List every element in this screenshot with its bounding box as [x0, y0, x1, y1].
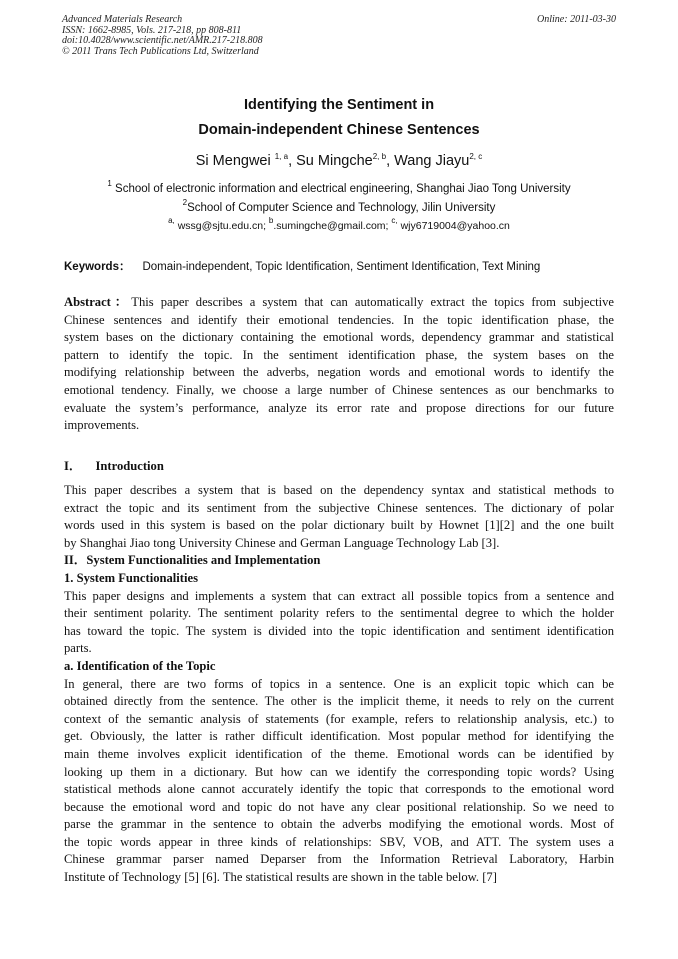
body-line: get. Obviously, the latter is rather difficult identification. Most popular method for identifying the: [64, 729, 614, 744]
journal-doi: doi:10.4028/www.scientific.net/AMR.217-218.808: [62, 35, 263, 47]
abstract-line: emotional tendency. Finally, we choose a large number of Chinese sentences as our benchmarks to: [64, 382, 614, 397]
keywords: [64, 258, 540, 274]
body-line: context of the semantic analysis of statements (for example, refers to relationship analysis, etc.) to: [64, 711, 614, 726]
section-title: Introduction: [95, 459, 164, 473]
author-affil-mark: 2, b: [372, 152, 387, 161]
author-list: Si Mengwei $^{1, a}$, Su Mingche$^{2, b}$, Wang Jiayu$^{2, c}$: [195, 152, 483, 169]
author-name: Wang Jiayu: [394, 153, 470, 169]
author-affil-mark: 2, c: [469, 152, 483, 161]
email-mark: a,: [168, 216, 175, 225]
online-date: Online: 2011-03-30: [537, 14, 616, 25]
body-line: has toward the topic. The system is divided into the topic identification and sentiment identification: [64, 623, 614, 638]
subsection-heading: 1. System Functionalities: [64, 570, 198, 585]
body-line: obtained directly from the sentence. The other is the implicit theme, it needs to rely on the current: [64, 694, 614, 709]
abstract-line: modifying relationship between the adverbs, negation words and emotional words to identify the: [64, 365, 614, 380]
abstract-line: Chinese sentences and identify their emotional tendencies. In the topic identification phase, the: [64, 312, 614, 327]
abstract-line: pattern to identify the topic. In the sentiment identification phase, the system bases on the: [64, 347, 614, 362]
abstract-line: evaluate the system’s performance, analyze its error rate and propose directions for our future: [64, 400, 614, 415]
body-line: main theme involves explicit identification of the theme. Emotional words can be identified by: [64, 746, 614, 761]
author-name: Si Mengwei: [195, 153, 271, 169]
body-line: looking up them in a dictionary. But how can we identify the corresponding topic words? Using: [64, 764, 614, 779]
author-emails: [0, 216, 678, 232]
journal-issn: ISSN: 1662-8985, Vols. 217-218, pp 808-811: [62, 24, 242, 36]
affil-text: School of Computer Science and Technology, Jilin University: [187, 202, 496, 214]
journal-copyright: © 2011 Trans Tech Publications Ltd, Switzerland: [62, 45, 259, 57]
body-line: Institute of Technology [5] [6]. The statistical results are shown in the table below. [7]: [64, 870, 497, 885]
section-number: I．: [64, 459, 82, 473]
affiliation-2: [0, 198, 678, 214]
journal-header: [62, 15, 263, 57]
body-line: In general, there are two forms of topics in a sentence. One is an explicit topic which can be: [64, 676, 614, 691]
abstract: [64, 294, 614, 435]
body-line: extract the topic and its sentiment from the subjective Chinese sentences. The dictionary of polar: [64, 500, 614, 515]
keywords-text: Domain-independent, Topic Identification, Sentiment Identification, Text Mining: [142, 261, 541, 273]
body-line: their sentiment polarity. The sentiment polarity refers to the sentimental degree to which the holder: [64, 606, 614, 621]
author-affil-mark: 1, a: [274, 152, 289, 161]
email-mark: c,: [391, 216, 398, 225]
paper-title-line-1: Identifying the Sentiment in: [243, 97, 435, 113]
section-introduction: [64, 458, 614, 476]
affil-mark: 2: [182, 198, 188, 207]
abstract-line: improvements.: [64, 418, 140, 433]
body-line: because the emotional word and topic do not have any clear positional relationship. So we need to: [64, 799, 614, 814]
body-line: parts.: [64, 641, 92, 656]
introduction-body: [64, 482, 614, 887]
abstract-line: This paper describes a system that can automatically extract the topics from subjective: [131, 295, 614, 309]
body-line: Chinese grammar parser named Deparser from the Information Retrieval Laboratory, Harbin: [64, 852, 614, 867]
body-line: statistical methods alone cannot accurately identify the topic that corresponds to the emotional word: [64, 782, 614, 797]
email-mark: b: [268, 216, 274, 225]
body-line: parse the grammar in the sentence to obtain the adverbs modifying the emotional words. Most of: [64, 817, 614, 832]
paper-title-line-2: Domain-independent Chinese Sentences: [198, 122, 480, 138]
section-heading-system: II．System Functionalities and Implementation: [64, 553, 321, 568]
body-line: This paper designs and implements a system that can extract all possible topics from a sentence and: [64, 588, 614, 603]
keywords-label: Keywords：: [64, 261, 131, 273]
affiliation-1: [0, 179, 678, 195]
affil-mark: 1: [107, 179, 112, 188]
body-line: This paper describes a system that is based on the dependency syntax and statistical methods to: [64, 483, 614, 497]
subsection-heading: a. Identification of the Topic: [64, 658, 216, 673]
abstract-line: system bases on the dictionary containing the emotional words, dependency grammar and statistical: [64, 330, 614, 345]
journal-name: Advanced Materials Research: [62, 14, 183, 25]
affil-text: School of electronic information and electrical engineering, Shanghai Jiao Tong University: [115, 183, 571, 195]
body-line: the topic words appear in three kinds of relationships: SBV, VOB, and ATT. The system uses a: [64, 834, 614, 849]
body-line: words used in this system is based on the polar dictionary built by Hownet [1][2] and the one built: [64, 518, 614, 533]
section-heading: [64, 458, 614, 476]
email-address[interactable]: .sumingche@gmail.com;: [273, 220, 389, 232]
body-line: by Shanghai Jiao tong University Chinese and German Language Technology Lab [3].: [64, 535, 500, 550]
author-name: Su Mingche: [296, 153, 373, 169]
abstract-label: Abstract：: [64, 295, 132, 309]
email-address[interactable]: wssg@sjtu.edu.cn;: [177, 220, 266, 232]
email-address[interactable]: wjy6719004@yahoo.cn: [400, 220, 510, 232]
